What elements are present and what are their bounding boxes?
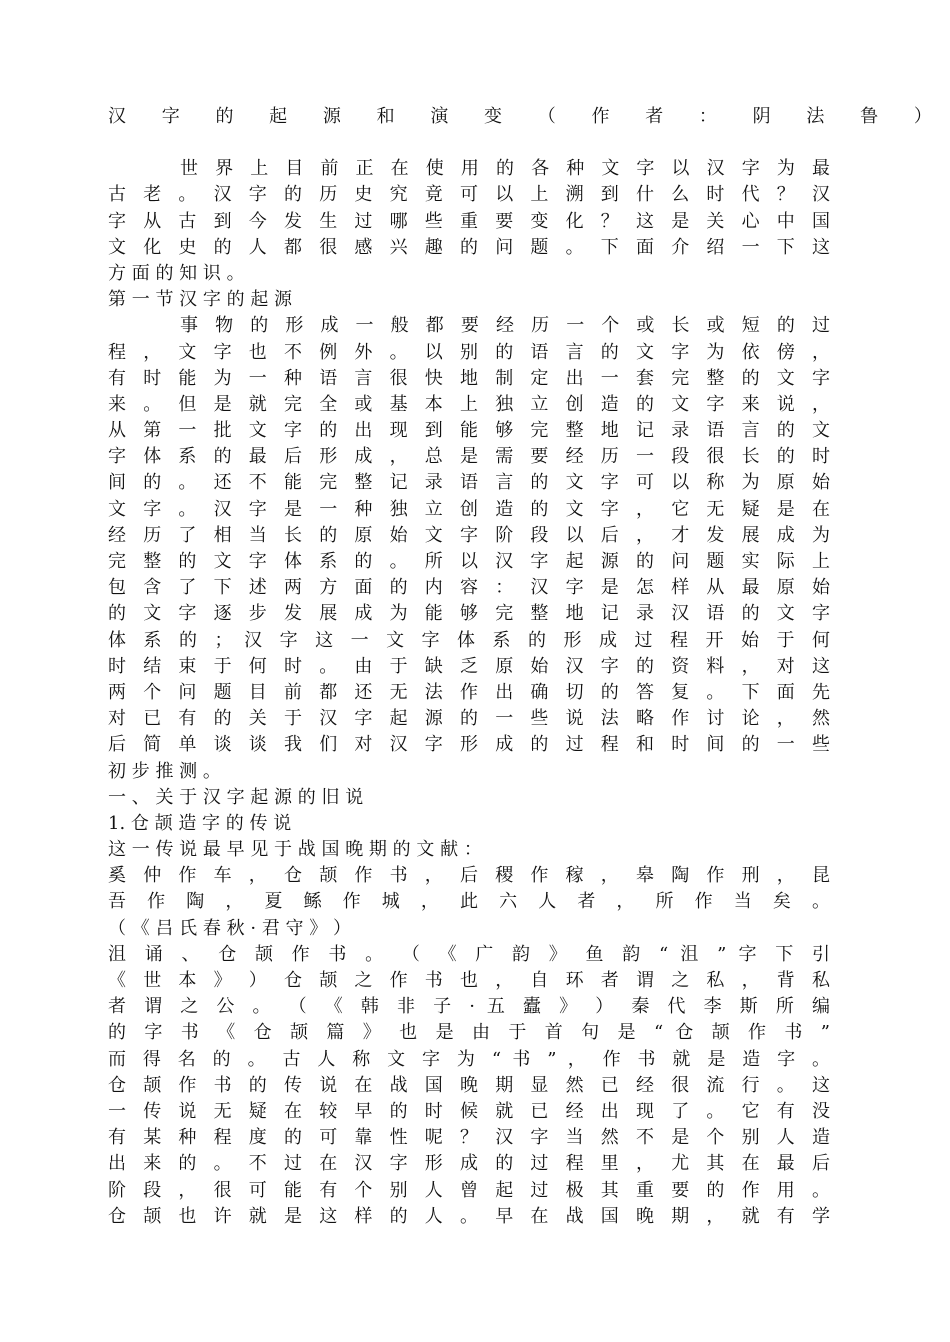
paragraph-line: 有 时 能 为 一 种 语 言 很 快 地 制 定 出 一 套 完 整 的 文 字	[108, 367, 830, 389]
quote-line: 《 世 本 》 ） 仓 颉 之 作 书 也 ， 自 环 者 谓 之 私 ， 背 私	[108, 970, 830, 991]
paragraph-line: 事 物 的 形 成 一 般 都 要 经 历 一 个 或 长 或 短 的 过	[180, 315, 830, 337]
paragraph-line: 时 结 束 于 何 时 。 由 于 缺 乏 原 始 汉 字 的 资 料 ， 对 这	[108, 655, 830, 677]
paragraph-line: 经 历 了 相 当 长 的 原 始 文 字 阶 段 以 后 ， 才 发 展 成 为	[108, 524, 830, 546]
subsection-heading: 1. 仓 颉 造 字 的 传 说	[108, 812, 292, 834]
paragraph-line: 文 化 史 的 人 都 很 感 兴 趣 的 问 题 。 下 面 介 绍 一 下 这	[108, 236, 830, 258]
blank-line	[108, 130, 830, 156]
paragraph-line: 方 面 的 知 识 。	[108, 262, 245, 284]
paragraph-line: 间 的 。 还 不 能 完 整 记 录 语 言 的 文 字 可 以 称 为 原 始	[108, 472, 830, 494]
paragraph-line: 出 来 的 。 不 过 在 汉 字 形 成 的 过 程 里 ， 尤 其 在 最 后	[108, 1153, 830, 1175]
paragraph-line: 这 一 传 说 最 早 见 于 战 国 晚 期 的 文 献 ：	[108, 839, 482, 861]
paragraph-line: 对 已 有 的 关 于 汉 字 起 源 的 一 些 说 法 略 作 讨 论 ， 然	[108, 708, 830, 730]
paragraph-line: 体 系 的 ； 汉 字 这 一 文 字 体 系 的 形 成 过 程 开 始 于 何	[108, 629, 830, 651]
document-title: 汉 字 的 起 源 和 演 变 （ 作 者 ： 阴 法 鲁 ）	[108, 106, 947, 127]
paragraph-line: 字 从 古 到 今 发 生 过 哪 些 重 要 变 化 ？ 这 是 关 心 中 国	[108, 210, 830, 232]
paragraph-line: 的 文 字 逐 步 发 展 成 为 能 够 完 整 地 记 录 汉 语 的 文 字	[108, 603, 830, 625]
paragraph-line: 有 某 种 程 度 的 可 靠 性 呢 ？ 汉 字 当 然 不 是 个 别 人 造	[108, 1127, 830, 1149]
paragraph-line: 而 得 名 的 。 古 人 称 文 字 为 “ 书 ” ， 作 书 就 是 造 字 。	[108, 1048, 830, 1070]
paragraph-line: 一 传 说 无 疑 在 较 早 的 时 候 就 已 经 出 现 了 。 它 有 没	[108, 1100, 830, 1122]
paragraph-line: 世 界 上 目 前 正 在 使 用 的 各 种 文 字 以 汉 字 为 最	[180, 158, 830, 180]
quote-line: 吾 作 陶 ， 夏 鲧 作 城 ， 此 六 人 者 ， 所 作 当 矣 。	[108, 891, 830, 913]
quote-citation: （ 《 吕 氏 春 秋 · 君 守 》 ）	[108, 917, 351, 939]
paragraph-line: 初 步 推 测 。	[108, 760, 221, 782]
subsection-heading: 一 、 关 于 汉 字 起 源 的 旧 说	[108, 786, 364, 808]
paragraph-line: 程 ， 文 字 也 不 例 外 。 以 别 的 语 言 的 文 字 为 依 傍 ，	[108, 341, 830, 363]
paragraph-line: 后 简 单 谈 谈 我 们 对 汉 字 形 成 的 过 程 和 时 间 的 一 些	[108, 734, 830, 756]
paragraph-line: 文 字 。 汉 字 是 一 种 独 立 创 造 的 文 字 ， 它 无 疑 是 在	[108, 498, 830, 520]
paragraph-line: 者 谓 之 公 。 （ 《 韩 非 子 · 五 蠹 》 ） 秦 代 李 斯 所 编	[108, 996, 830, 1018]
paragraph-line: 从 第 一 批 文 字 的 出 现 到 能 够 完 整 地 记 录 语 言 的 文	[108, 420, 830, 442]
paragraph-line: 来 。 但 是 就 完 全 或 基 本 上 独 立 创 造 的 文 字 来 说 ，	[108, 393, 830, 415]
paragraph-line: 的 字 书 《 仓 颉 篇 》 也 是 由 于 首 句 是 “ 仓 颉 作 书 ”	[108, 1022, 830, 1044]
paragraph-line: 仓 颉 也 许 就 是 这 样 的 人 。 早 在 战 国 晚 期 ， 就 有 学	[108, 1205, 830, 1227]
paragraph-line: 阶 段 ， 很 可 能 有 个 别 人 曾 起 过 极 其 重 要 的 作 用 。	[108, 1179, 830, 1201]
quote-line: 奚 仲 作 车 ， 仓 颉 作 书 ， 后 稷 作 稼 ， 皋 陶 作 刑 ， 昆	[108, 865, 830, 887]
paragraph-line: 完 整 的 文 字 体 系 的 。 所 以 汉 字 起 源 的 问 题 实 际 上	[108, 551, 830, 572]
quote-line: 沮 诵 、 仓 颉 作 书 。 （ 《 广 韵 》 鱼 韵 “ 沮 ” 字 下 引	[108, 943, 830, 965]
paragraph-line: 仓 颉 作 书 的 传 说 在 战 国 晚 期 显 然 已 经 很 流 行 。 这	[108, 1074, 830, 1096]
paragraph-line: 古 老 。 汉 字 的 历 史 究 竟 可 以 上 溯 到 什 么 时 代 ？ 汉	[108, 184, 830, 206]
paragraph-line: 两 个 问 题 目 前 都 还 无 法 作 出 确 切 的 答 复 。 下 面 先	[108, 681, 830, 703]
paragraph-line: 包 含 了 下 述 两 方 面 的 内 容 ： 汉 字 是 怎 样 从 最 原 始	[108, 577, 830, 599]
section-heading: 第 一 节 汉 字 的 起 源	[108, 289, 293, 311]
paragraph-line: 字 体 系 的 最 后 形 成 ， 总 是 需 要 经 历 一 段 很 长 的 时	[108, 446, 830, 468]
document-body	[108, 104, 947, 1230]
